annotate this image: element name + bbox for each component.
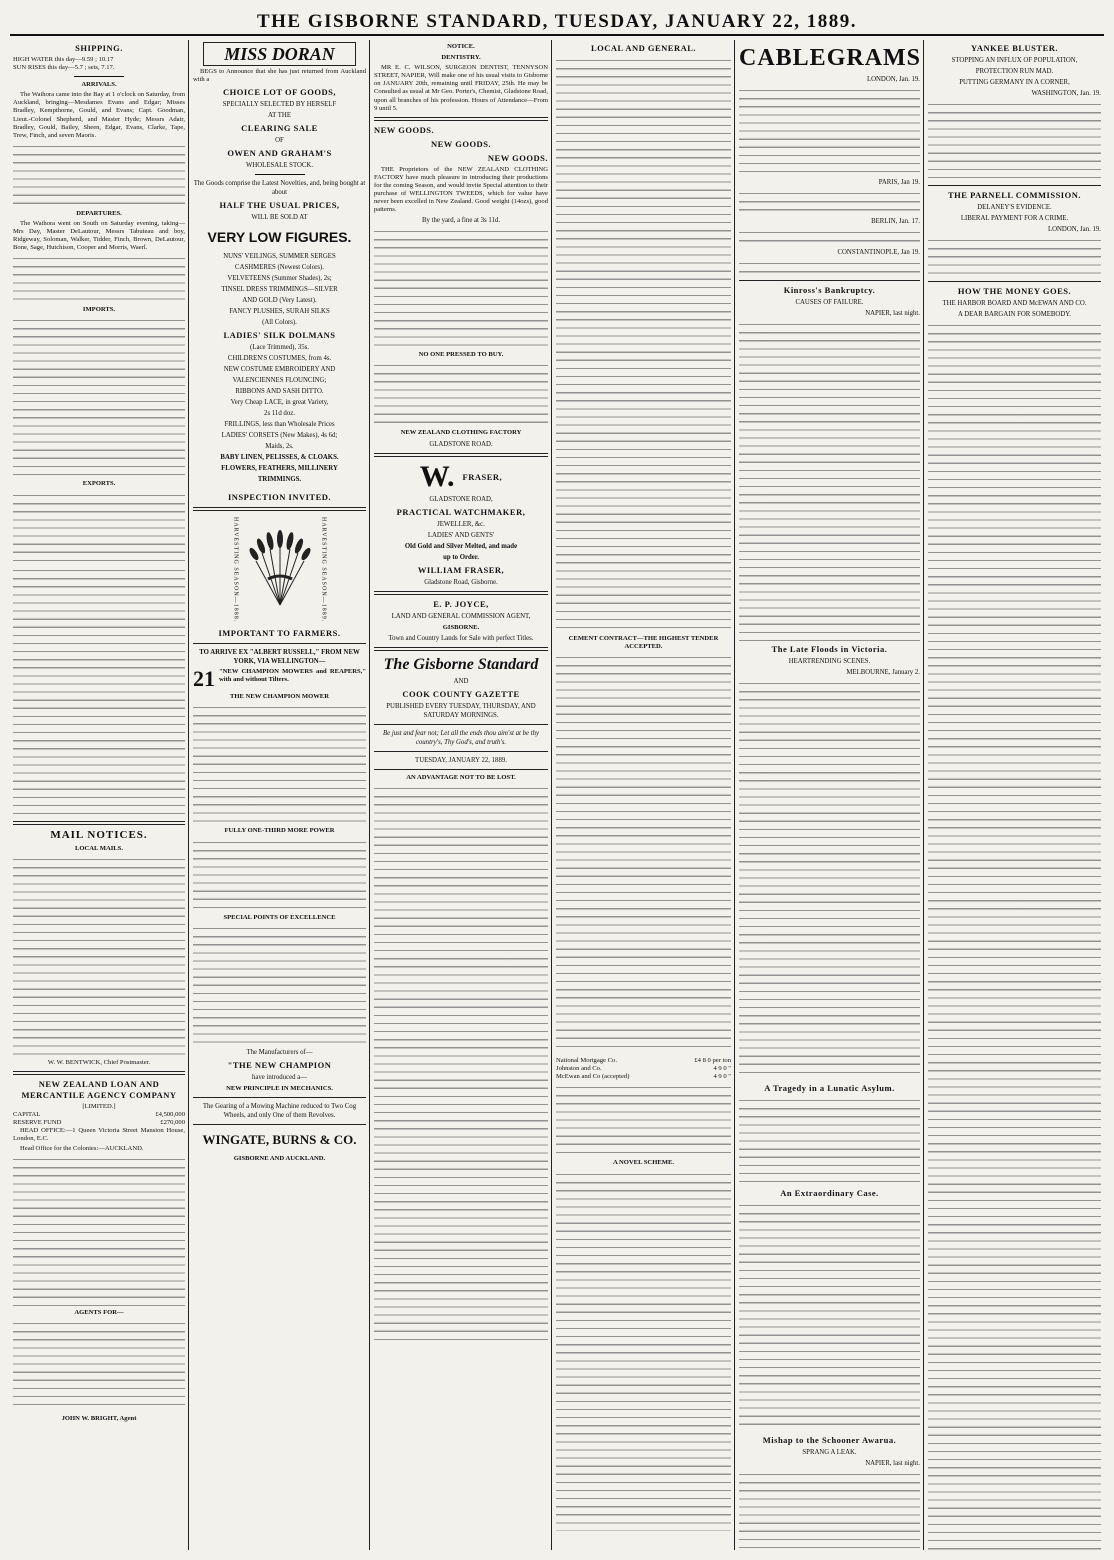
ladies-corsets: LADIES' CORSETS (New Makes), 4s 6d; xyxy=(221,432,338,440)
ladies-silk-dolmans: LADIES' SILK DOLMANS xyxy=(223,330,336,341)
divider xyxy=(193,643,366,644)
berlin-dateline: BERLIN, Jan. 17. xyxy=(871,218,920,225)
divider xyxy=(74,76,124,77)
by-the-yard: By the yard, a fine at 3s 11d. xyxy=(421,217,501,225)
column-foreign-news xyxy=(925,40,1104,1552)
tinsel: TINSEL DRESS TRIMMINGS—SILVER xyxy=(221,286,338,294)
jeweller: JEWELLER, &c. xyxy=(437,520,485,528)
new-champion-mower-heading: THE NEW CHAMPION MOWER xyxy=(230,693,329,701)
fraser-address: GLADSTONE ROAD, xyxy=(429,495,493,503)
divider xyxy=(374,647,548,651)
shipping-heading: SHIPPING. xyxy=(75,43,123,53)
paris-dateline: PARIS, Jan 19. xyxy=(878,179,920,186)
extraordinary-heading: An Extraordinary Case. xyxy=(780,1188,879,1198)
costume-embroidery: NEW COSTUME EMBROIDERY AND xyxy=(223,366,336,374)
dateline: TUESDAY, JANUARY 22, 1889. xyxy=(415,756,507,764)
tender-price: 4 9 0 " xyxy=(713,1073,731,1081)
local-general-heading: LOCAL AND GENERAL. xyxy=(590,43,697,53)
divider xyxy=(739,280,920,281)
tender-row xyxy=(556,1073,731,1081)
nuns-veilings: NUNS' VEILINGS, SUMMER SERGES xyxy=(223,253,336,261)
influx-subheading: STOPPING AN INFLUX OF POPULATION, xyxy=(951,57,1078,64)
arrivals-text: The Waihora came into the Bay at 1 o'clock on Saturday, from Auckland, bringing—Mesdames Evans and Edgar; Misses Bradley, Kempthorne, Gould, and Evans; Capt. Goodman, Lieut.-Colonel Shepherd, and Master Hyde; Messrs Adair, Bradley, Gould, Bailey, Sheen, Edgar, Evans, Clarke, Tape, Trew, Finch, and seven Maoris. xyxy=(13,91,185,139)
divider xyxy=(193,1124,366,1125)
parnell-text xyxy=(928,237,1101,277)
harbor-board-subheading: THE HARBOR BOARD AND McEWAN AND CO. xyxy=(942,300,1087,307)
kinross-text xyxy=(739,321,920,641)
fancy-plushes: FANCY PLUSHES, SURAH SILKS xyxy=(229,308,330,316)
head-office-colonies: Head Office for the Colonies:—AUCKLAND. xyxy=(20,1145,144,1153)
exports-text xyxy=(13,492,185,564)
cook-county-gazette: COOK COUNTY GAZETTE xyxy=(402,688,520,699)
column-rule xyxy=(188,40,189,1550)
divider xyxy=(13,1071,185,1075)
paris-news xyxy=(739,190,920,214)
advantage-heading: AN ADVANTAGE NOT TO BE LOST. xyxy=(406,773,516,781)
departures-heading: DEPARTURES. xyxy=(76,209,122,217)
specially-selected: SPECIALLY SELECTED BY HERSELF xyxy=(222,101,337,109)
london-dateline: LONDON, Jan. 19. xyxy=(1047,226,1101,233)
fraser-name: FRASER, xyxy=(462,471,503,482)
reserve-row xyxy=(13,1119,185,1127)
clothing-price-list xyxy=(374,228,548,348)
tender-name: Johnston and Co. xyxy=(556,1065,602,1073)
limited-label: [LIMITED.] xyxy=(82,1102,116,1110)
will-be-sold: WILL BE SOLD AT xyxy=(251,214,308,222)
wholesale-stock: WHOLESALE STOCK. xyxy=(245,162,314,170)
tragedy-heading: A Tragedy in a Lunatic Asylum. xyxy=(764,1083,895,1093)
arrivals-more-text xyxy=(13,143,185,207)
ladies-gents: LADIES' AND GENTS' xyxy=(427,531,495,539)
dentist-text: MR E. C. WILSON, SURGEON DENTIST, TENNYSON STREET, NAPIER, Will make one of his usual visits to Gisborne on JANUARY 20th, remaining until FRIDAY, 25th. He may be Consulted as usual at Mr Geo. Porter's, Chemist, Gladstone Road, upon all branches of his profession. Hours of Attendance—From 9 until 5. xyxy=(374,64,548,112)
kinross-heading: Kinross's Bankruptcy. xyxy=(783,285,876,295)
special-points-text xyxy=(193,925,366,1045)
introduced: have introduced a— xyxy=(251,1073,308,1081)
sunrise-line: SUN RISES this day—5.7 ; sets, 7.17. xyxy=(13,64,115,72)
harvest-right-label: HARVESTING SEASON—1889. xyxy=(320,517,327,623)
nz-clothing-factory: NEW ZEALAND CLOTHING FACTORY xyxy=(400,429,522,437)
maids: Maids, 2s. xyxy=(265,443,294,451)
inspection-invited: INSPECTION INVITED. xyxy=(227,492,332,503)
napier-dateline: NAPIER, last night. xyxy=(865,310,920,317)
velveteens: VELVETEENS (Summer Shades), 2s; xyxy=(227,275,332,283)
column-rule xyxy=(369,40,370,1550)
fraser-header xyxy=(374,461,548,493)
melbourne-dateline: MELBOURNE, January 2. xyxy=(846,669,920,676)
novel-scheme-text xyxy=(556,1171,731,1531)
extraordinary-text xyxy=(739,1202,920,1432)
divider xyxy=(255,174,305,175)
constantinople-dateline: CONSTANTINOPLE, Jan 19. xyxy=(837,249,920,256)
special-points-heading: SPECIAL POINTS OF EXCELLENCE xyxy=(223,913,336,921)
very-low-figures: VERY LOW FIGURES. xyxy=(207,229,352,246)
tender-row xyxy=(556,1065,731,1073)
agents-heading: AGENTS FOR— xyxy=(74,1309,124,1317)
tender-row xyxy=(556,1057,731,1065)
mower-description-text xyxy=(193,704,366,824)
childrens-costumes: CHILDREN'S COSTUMES, from 4s. xyxy=(227,355,332,363)
column-advertisements xyxy=(190,40,369,1552)
notice-heading: NOTICE. xyxy=(447,43,475,50)
cement-heading: CEMENT CONTRACT—THE HIGHEST TENDER ACCEPTED. xyxy=(568,635,719,651)
loan-company-text xyxy=(13,1156,185,1306)
wheat-sheaf-icon xyxy=(240,517,320,609)
mishap-heading: Mishap to the Schooner Awarua. xyxy=(762,1435,897,1445)
editorial-text xyxy=(374,785,548,1345)
practical-watchmaker: PRACTICAL WATCHMAKER, xyxy=(396,506,526,517)
flowers-feathers: FLOWERS, FEATHERS, MILLINERY xyxy=(221,465,338,473)
lace-doz: 2s 11d doz. xyxy=(264,410,295,418)
dear-bargain-subheading: A DEAR BARGAIN FOR SOMEBODY. xyxy=(958,311,1071,318)
local-mails-heading: LOCAL MAILS. xyxy=(75,844,123,852)
owen-graham: OWEN AND GRAHAM'S xyxy=(227,148,332,159)
london-dateline: LONDON, Jan. 19. xyxy=(866,76,920,83)
baby-linen: BABY LINEN, PELISSES, & CLOAKS. xyxy=(220,454,339,462)
masthead: THE GISBORNE STANDARD, TUESDAY, JANUARY 22, 1889. xyxy=(10,10,1104,36)
protection-subheading: PROTECTION RUN MAD. xyxy=(975,68,1054,75)
standard-title: The Gisborne Standard xyxy=(383,655,539,673)
putting-subheading: PUTTING GERMANY IN A CORNER, xyxy=(959,79,1070,86)
exports-heading: EXPORTS. xyxy=(82,480,116,488)
postmaster-sign: W. W. BENTWICK, Chief Postmaster. xyxy=(47,1058,151,1066)
published-days: PUBLISHED EVERY TUESDAY, THURSDAY, AND SATURDAY MORNINGS. xyxy=(386,702,536,719)
old-gold: Old Gold and Silver Melted, and made xyxy=(404,542,518,550)
tides-line: HIGH WATER this day—9.59 ; 10.17 xyxy=(13,56,114,63)
goods-comprise: The Goods comprise the Latest Novelties, and, being bought at about xyxy=(193,180,366,197)
fraser-gisborne: Gladstone Road, Gisborne. xyxy=(424,578,498,586)
no-one-pressed: NO ONE PRESSED TO BUY. xyxy=(418,351,504,359)
column-notices xyxy=(371,40,551,1552)
gearing-text: The Gearing of a Mowing Machine reduced to Two Cog Wheels, and only One of them Revolves. xyxy=(202,1102,357,1119)
local-general-text xyxy=(556,57,731,632)
divider xyxy=(13,821,185,825)
new-goods-2: NEW GOODS. xyxy=(430,138,492,149)
arrivals-heading: ARRIVALS. xyxy=(81,81,117,89)
miss-doran-title: MISS DORAN xyxy=(203,42,356,66)
berlin-news xyxy=(739,229,920,245)
tender-table xyxy=(556,1057,731,1081)
champion-mowers-text: "NEW CHAMPION MOWERS and REAPERS," with and without Tilters. xyxy=(219,668,366,684)
important-to-farmers: IMPORTANT TO FARMERS. xyxy=(218,628,341,639)
champion-mowers-row xyxy=(193,668,366,690)
causes-heading: CAUSES OF FAILURE. xyxy=(795,299,864,306)
nz-loan-heading: NEW ZEALAND LOAN AND MERCANTILE AGENCY COMPANY xyxy=(21,1078,177,1100)
mower-count: 21 xyxy=(193,666,215,692)
half-prices: HALF THE USUAL PRICES, xyxy=(219,200,340,211)
cablegrams-heading: CABLEGRAMS xyxy=(739,45,922,71)
novel-scheme-heading: A NOVEL SCHEME. xyxy=(612,1159,674,1167)
column-rule xyxy=(734,40,735,1550)
imports-text xyxy=(13,317,185,477)
nz-clothing-text: THE Proprietors of the NEW ZEALAND CLOTHING FACTORY have much pleasure in introducing their productions for the coming Season, and would invite Special attention to their purchase of WELLINGTON TWEEDS, which for value have never been excelled in New Zealand. Good weight (14ozs), good patterns. xyxy=(374,165,548,214)
capital-value: £4,500,000 xyxy=(155,1110,185,1118)
divider xyxy=(374,724,548,725)
gladstone-road: GLADSTONE ROAD. xyxy=(429,440,493,448)
new-champion-big: "THE NEW CHAMPION xyxy=(227,1059,332,1070)
agent-signoff: JOHN W. BRIGHT, Agent xyxy=(61,1415,137,1423)
divider xyxy=(374,769,548,770)
tender-name: McEwan and Co (accepted) xyxy=(556,1073,630,1081)
lace-price: Very Cheap LACE, in great Variety, xyxy=(230,399,329,407)
divider xyxy=(193,1097,366,1098)
floods-heading: The Late Floods in Victoria. xyxy=(771,644,888,654)
frillings: FRILLINGS, less than Wholesale Prices xyxy=(224,421,335,429)
tender-more-text xyxy=(556,1084,731,1156)
land-agent: LAND AND GENERAL COMMISSION AGENT, xyxy=(391,612,531,620)
floods-text xyxy=(739,680,920,1080)
town-country: Town and Country Lands for Sale with perfect Titles. xyxy=(388,634,534,642)
mishap-text xyxy=(739,1471,920,1551)
capital-label: CAPITAL xyxy=(13,1110,41,1118)
yankee-heading: YANKEE BLUSTER. xyxy=(970,43,1059,53)
company-article-text xyxy=(13,567,185,817)
harvest-illustration xyxy=(193,517,366,622)
doran-intro: BEGS to Announce that she has just returned from Auckland with a xyxy=(193,68,366,84)
washington-dateline: WASHINGTON, Jan. 19. xyxy=(1031,90,1101,97)
divider xyxy=(374,453,548,457)
more-power-heading: FULLY ONE-THIRD MORE POWER xyxy=(224,827,335,835)
mail-schedule-text xyxy=(13,856,185,1056)
divider xyxy=(374,751,548,752)
column-shipping xyxy=(10,40,188,1552)
harvest-left-label: HARVESTING SEASON—1888. xyxy=(232,517,239,623)
how-money-heading: HOW THE MONEY GOES. xyxy=(957,286,1072,296)
tender-name: National Mortgage Co. xyxy=(556,1057,617,1065)
fraser-initial: W. xyxy=(419,459,455,493)
silver-gold: AND GOLD (Very Latest). xyxy=(242,297,317,305)
ribbons: RIBBONS AND SASH DITTO. xyxy=(235,388,324,396)
new-principle: NEW PRINCIPLE IN MECHANICS. xyxy=(226,1084,333,1092)
choice-lot: CHOICE LOT OF GOODS, xyxy=(223,87,336,98)
clearing-sale: CLEARING SALE xyxy=(241,123,318,134)
motto: Be just and fear not; Let all the ends thou aim'st at be thy country's, Thy God's, and truth's. xyxy=(382,729,540,746)
tragedy-text xyxy=(739,1097,920,1185)
tender-price: £4 8 0 per ton xyxy=(694,1057,731,1065)
column-rule xyxy=(551,40,552,1550)
agents-list-text xyxy=(13,1320,185,1412)
parnell-heading: THE PARNELL COMMISSION. xyxy=(948,190,1081,200)
harbor-board-text xyxy=(928,322,1101,1552)
clothing-more-text xyxy=(374,362,548,426)
london-news xyxy=(739,87,920,175)
tender-price: 4 9 0 " xyxy=(713,1065,731,1073)
imports-heading: IMPORTS. xyxy=(82,306,116,314)
divider xyxy=(193,507,366,511)
of-label: OF xyxy=(275,137,284,145)
departures-more-text xyxy=(13,255,185,303)
mail-notices-heading: MAIL NOTICES. xyxy=(50,828,148,841)
gisborne-auckland: GISBORNE AND AUCKLAND. xyxy=(233,1154,326,1162)
reserve-value: £270,000 xyxy=(160,1118,185,1126)
new-goods-1: NEW GOODS. xyxy=(374,124,435,135)
cashmeres: CASHMERES (Newest Colors). xyxy=(235,264,324,272)
trimmings: TRIMMINGS. xyxy=(257,476,302,484)
divider xyxy=(374,591,548,595)
column-rule xyxy=(923,40,924,1550)
lace-trimmed: (Lace Trimmed), 35s. xyxy=(250,344,309,352)
divider xyxy=(928,281,1101,282)
delaney-subheading: DELANEY'S EVIDENCE. xyxy=(977,204,1052,211)
standard-and: AND xyxy=(453,677,469,685)
joyce-name: E. P. JOYCE, xyxy=(433,598,489,609)
departures-text: The Waihora went on South on Saturday evening, taking—Mrs Day, Master DeLautour, Messrs Tabuteau and boy, Ridgeway, Soloman, Walker, Tidder, Finch, Brown, DeLautour, Bone, Sage, Hutchison, Cooper and Morris, Waerl. xyxy=(13,219,185,252)
reserve-label: RESERVE FUND xyxy=(13,1118,62,1126)
yankee-text xyxy=(928,101,1101,181)
cement-text xyxy=(556,654,731,1054)
leak-heading: SPRANG A LEAK. xyxy=(802,1449,857,1456)
heartrending-heading: HEARTRENDING SCENES. xyxy=(788,658,871,665)
arrive-ex: TO ARRIVE EX "ALBERT RUSSELL," FROM NEW YORK, VIA WELLINGTON— xyxy=(199,649,360,666)
up-to-order: up to Order. xyxy=(443,553,479,561)
divider xyxy=(374,117,548,121)
dentistry-heading: DENTISTRY. xyxy=(441,54,481,62)
column-cablegrams xyxy=(736,40,923,1552)
divider xyxy=(928,185,1101,186)
constantinople-news xyxy=(739,260,920,276)
column-local-general xyxy=(553,40,734,1552)
new-goods-3: NEW GOODS. xyxy=(487,152,548,163)
wingate-burns: WINGATE, BURNS & CO. xyxy=(202,1131,357,1147)
capital-row xyxy=(13,1111,185,1119)
power-text xyxy=(193,839,366,911)
william-fraser: WILLIAM FRASER, xyxy=(417,564,505,575)
liberal-subheading: LIBERAL PAYMENT FOR A CRIME. xyxy=(960,215,1069,222)
napier-last-dateline: NAPIER, last night. xyxy=(865,1460,920,1467)
joyce-gisborne: GISBORNE. xyxy=(442,623,480,631)
valenciennes: VALENCIENNES FLOUNCING; xyxy=(232,377,327,385)
all-colors: (All Colors). xyxy=(262,319,297,327)
head-office: HEAD OFFICE:—1 Queen Victoria Street Mansion House, London, E.C. xyxy=(13,1126,185,1143)
at-the: AT THE xyxy=(268,112,291,120)
manufacturers-of: The Manufacturers of— xyxy=(246,1048,313,1056)
